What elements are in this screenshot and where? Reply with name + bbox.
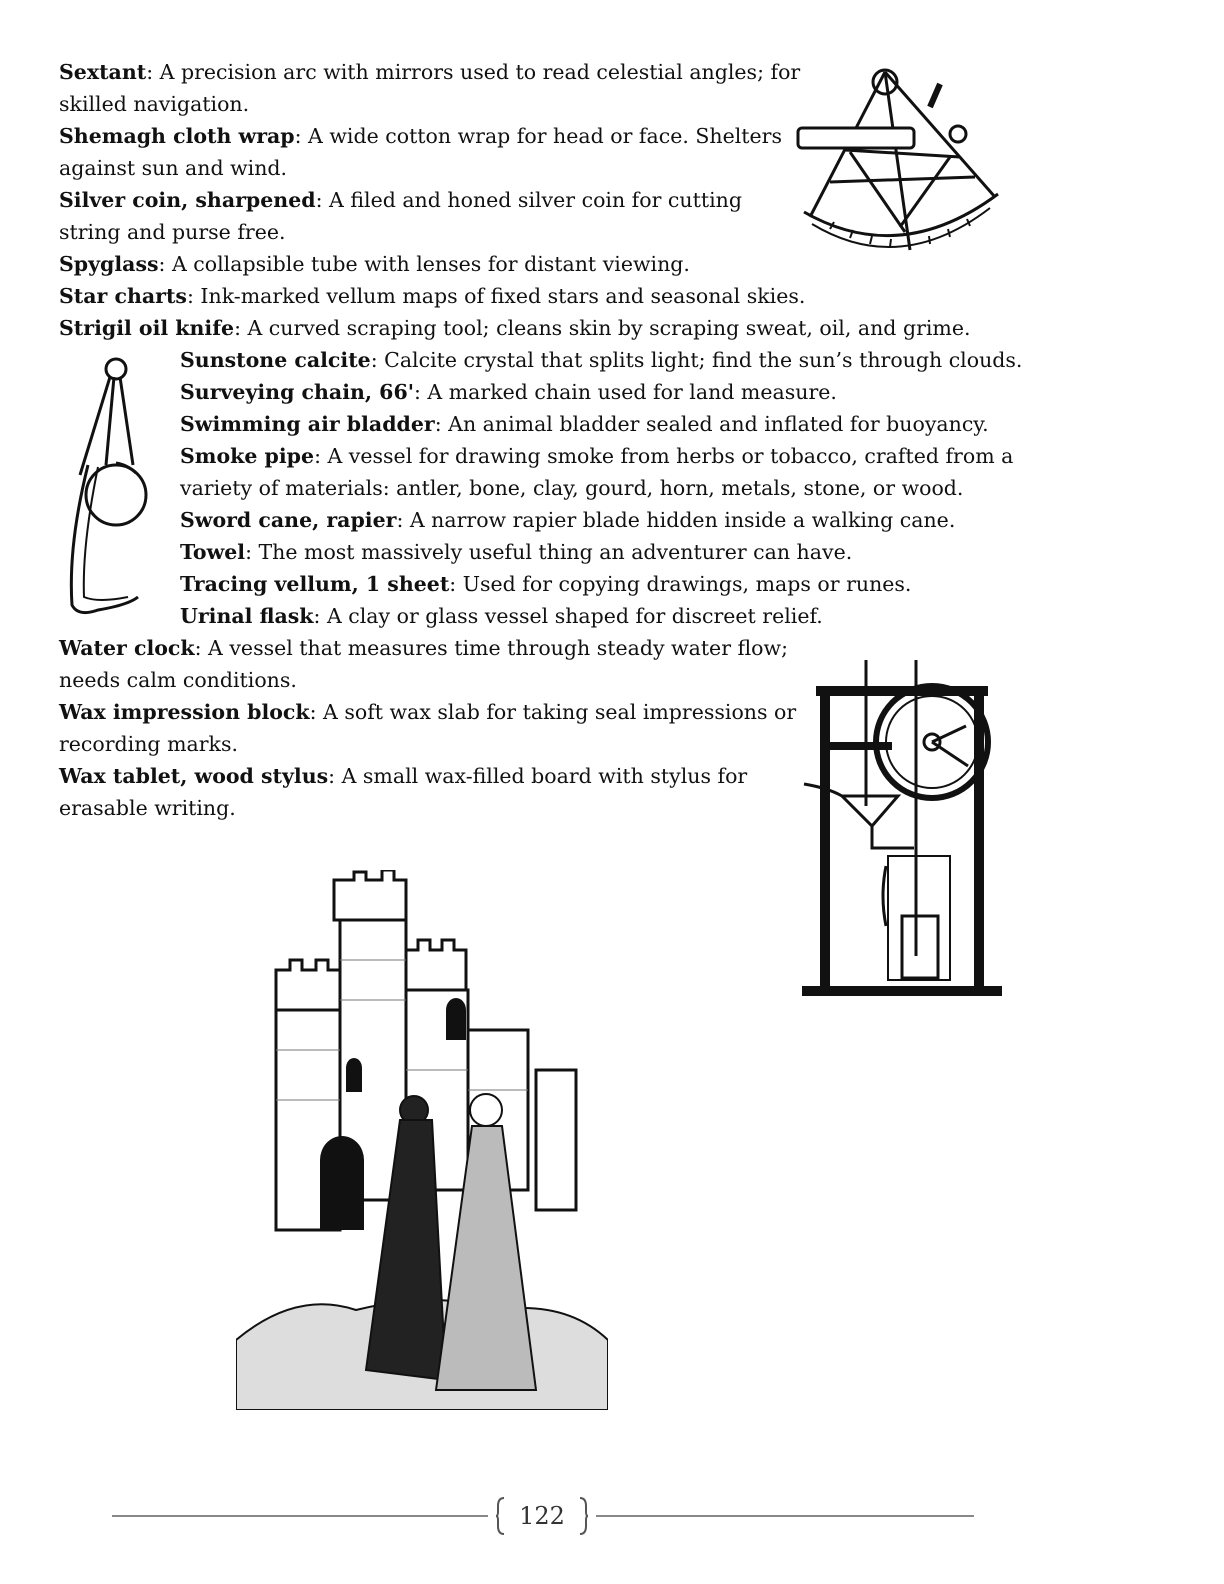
footer-rule-left [112,1515,488,1517]
entry-description: : Ink-marked vellum maps of fixed stars and seasonal skies. [186,284,806,308]
entry-description: : A clay or glass vessel shaped for discreet relief. [313,604,823,628]
entry-description: : A collapsible tube with lenses for distant viewing. [158,252,690,276]
entry-description: variety of materials: antler, bone, clay, gourd, horn, metals, stone, or wood. [180,476,964,500]
entry-description: : The most massively useful thing an adventurer can have. [245,540,853,564]
entry-description: skilled navigation. [59,92,250,116]
entry-term: Sword cane, rapier [180,508,397,532]
entry-description: : A curved scraping tool; cleans skin by scraping sweat, oil, and grime. [234,316,971,340]
entry-list-middle [180,344,1022,632]
entry-term: Sunstone calcite [180,348,371,372]
entry-term: Strigil oil knife [59,316,235,340]
sextant-illustration [790,62,1010,262]
entry-description: : A vessel that measures time through steady water flow; [194,636,788,660]
entry-term: Swimming air bladder [180,412,435,436]
entry-continuation-line [59,792,796,824]
entry-description: : An animal bladder sealed and inflated for buoyancy. [434,412,989,436]
entry-line [59,696,796,728]
entry-list-bottom [59,632,796,824]
entry-description: against sun and wind. [59,156,288,180]
entry-term: Towel [180,540,246,564]
page-number [496,1496,588,1536]
entry-term: Silver coin, sharpened [59,188,316,212]
right-brace-icon [578,1496,588,1536]
entry-line [180,344,1022,376]
entry-term: Water clock [59,636,195,660]
entry-term: Wax tablet, wood stylus [59,764,329,788]
entry-description: : Calcite crystal that splits light; find the sun’s through clouds. [370,348,1023,372]
entry-description: : Used for copying drawings, maps or runes. [449,572,912,596]
page-number-text: 122 [519,1502,565,1530]
entry-line [59,280,971,312]
entry-continuation-line [59,728,796,760]
entry-description: needs calm conditions. [59,668,297,692]
entry-description: : A filed and honed silver coin for cutting [315,188,742,212]
entry-continuation-line [59,664,796,696]
entry-description: : A marked chain used for land measure. [413,380,837,404]
entry-term: Spyglass [59,252,159,276]
entry-line [180,568,1022,600]
entry-continuation-line [180,472,1022,504]
entry-line [180,504,1022,536]
entry-description: string and purse free. [59,220,286,244]
entry-line [180,408,1022,440]
entry-description: : A wide cotton wrap for head or face. Shelters [294,124,782,148]
entry-term: Sextant [59,60,147,84]
entry-term: Urinal flask [180,604,314,628]
footer-rule-right [596,1515,974,1517]
entry-term: Shemagh cloth wrap [59,124,295,148]
entry-line [59,760,796,792]
entry-description: : A soft wax slab for taking seal impressions or [309,700,797,724]
entry-description: erasable writing. [59,796,236,820]
entry-term: Tracing vellum, 1 sheet [180,572,450,596]
entry-description: : A vessel for drawing smoke from herbs or tobacco, crafted from a [314,444,1014,468]
entry-line [180,376,1022,408]
entry-line [180,536,1022,568]
entry-description: : A small wax-filled board with stylus for [328,764,748,788]
entry-term: Star charts [59,284,187,308]
entry-term: Smoke pipe [180,444,315,468]
water-clock-illustration [798,656,1006,1001]
entry-term: Surveying chain, 66' [180,380,414,404]
left-brace-icon [496,1496,506,1536]
entry-line [59,312,971,344]
entry-description: recording marks. [59,732,238,756]
entry-description: : A precision arc with mirrors used to read celestial angles; for [146,60,801,84]
entry-line [59,632,796,664]
entry-line [180,600,1022,632]
entry-term: Wax impression block [59,700,310,724]
entry-description: : A narrow rapier blade hidden inside a walking cane. [396,508,956,532]
castle-couple-illustration [236,870,608,1410]
strigil-illustration [58,355,168,620]
entry-line [180,440,1022,472]
